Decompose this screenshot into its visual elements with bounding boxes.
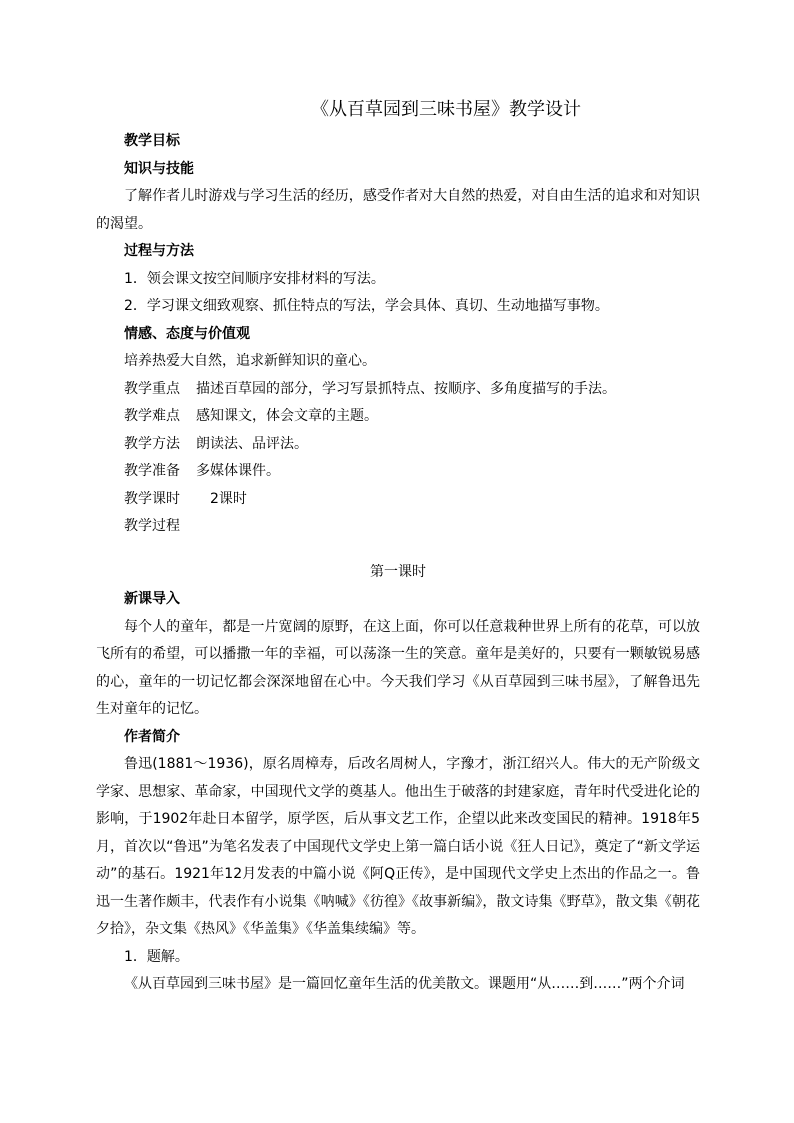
hours-label: 教学课时: [124, 490, 180, 507]
lesson-title: 第一课时: [370, 563, 426, 580]
goals-heading: 教学目标: [124, 133, 180, 149]
step-1: 1．题解。: [124, 948, 189, 965]
emotion-heading: 情感、态度与价值观: [124, 325, 250, 342]
difficulty-label: 教学难点: [124, 408, 180, 424]
prep-label: 教学准备: [124, 463, 180, 479]
author-text: 鲁迅(1881～1936)，原名周樟寿，后改名周树人，字豫才，浙江绍兴人。伟大的无产阶级文学家、思想家、革命家，中国现代文学的奠基人。他出生于破落的封建家庭，青年时代受进化论的影响，于1902年赴日本留学，原学医，后从事文艺工作，企望以此来改变国民的精神。1918年5月，首次以“鲁迅”为笔名发表了中国现代文学史上第一篇白话小说《狂人日记》，奠定了“新文学运动”的基石。1921年12月发表的中篇小说《阿Q正传》，是中国现代文学史上杰出的作品之一。鲁迅一生著作颇丰，代表作有小说集《呐喊》《彷徨》《故事新编》，散文诗集《野草》，散文集《朝花夕拾》，杂文集《热风》《华盖集》《华盖集续编》等。: [96, 756, 700, 937]
intro-text: 每个人的童年，都是一片宽阔的原野，在这上面，你可以任意栽种世界上所有的花草，可以放飞所有的希望，可以播撒一年的幸福，可以荡涤一生的笑意。童年是美好的，只要有一颗敏锐易感的心，童年的一切记忆都会深深地留在心中。今天我们学习《从百草园到三味书屋》，了解鲁迅先生对童年的记忆。: [96, 618, 700, 717]
key-points-text: 描述百草园的部分，学习写景抓特点、按顺序、多角度描写的手法。: [196, 380, 616, 397]
method-row: [96, 431, 700, 459]
emotion-text: 培养热爱大自然，追求新鲜知识的童心。: [124, 353, 376, 369]
document-page: [96, 96, 700, 999]
process-item-2: 2．学习课文细致观察、抓住特点的写法，学会具体、真切、生动地描写事物。: [124, 298, 609, 314]
knowledge-heading: 知识与技能: [124, 160, 194, 177]
process-item-1: 1．领会课文按空间顺序安排材料的写法。: [124, 270, 385, 287]
hours-text: 2课时: [210, 490, 247, 507]
method-text: 朗读法、品评法。: [196, 435, 308, 452]
hours-row: [96, 486, 700, 514]
difficulty-text: 感知课文，体会文章的主题。: [196, 408, 378, 424]
method-label: 教学方法: [124, 435, 180, 452]
prep-row: [96, 458, 700, 486]
intro-heading: 新课导入: [124, 591, 180, 607]
prep-text: 多媒体课件。: [196, 463, 280, 479]
key-points-row: [96, 376, 700, 404]
process-label: 教学过程: [124, 518, 180, 534]
knowledge-text: 了解作者儿时游戏与学习生活的经历，感受作者对大自然的热爱，对自由生活的追求和对知识的渴望。: [96, 188, 700, 232]
process-heading: 过程与方法: [124, 243, 194, 259]
key-points-label: 教学重点: [124, 380, 180, 397]
author-heading: 作者简介: [124, 728, 180, 745]
step-1-text: 《从百草园到三味书屋》是一篇回忆童年生活的优美散文。课题用“从……到……”两个介词: [124, 976, 685, 992]
document-title: 《从百草园到三味书屋》教学设计: [311, 99, 581, 120]
difficulty-row: [96, 403, 700, 431]
